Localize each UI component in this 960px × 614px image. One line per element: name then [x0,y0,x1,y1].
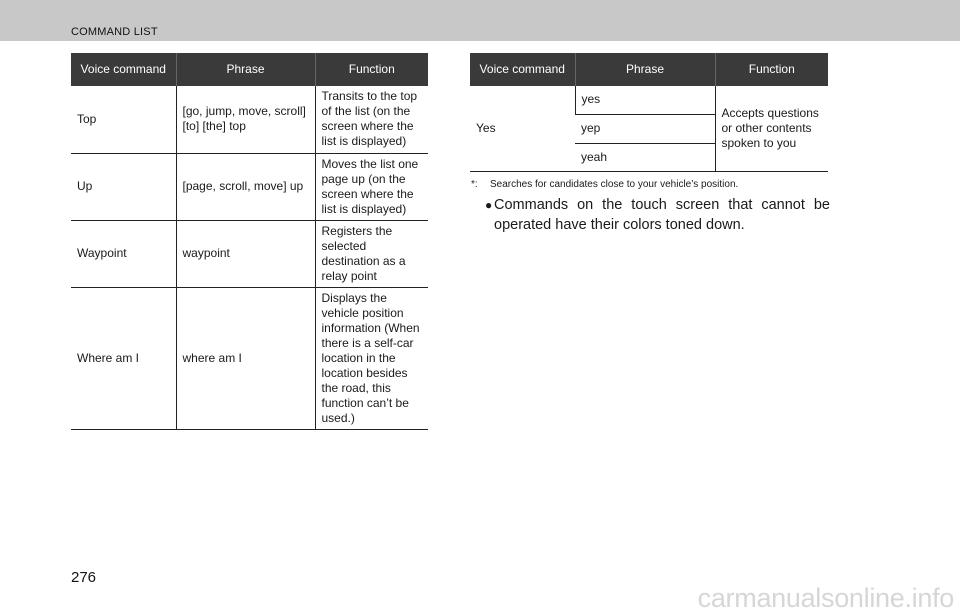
table-row [71,287,428,429]
phrase-cell: yes [575,86,715,114]
column-header-voice-command: Voice command [470,53,575,86]
table-row [71,153,428,220]
column-header-phrase: Phrase [176,53,315,86]
table-row [71,220,428,287]
column-header-phrase: Phrase [575,53,715,86]
table-row [71,86,428,153]
footnote [471,179,738,190]
table-header-row [470,53,828,86]
footnote-mark: *: [471,179,478,190]
bullet-icon: ● [485,198,493,212]
section-title: COMMAND LIST [71,26,158,38]
watermark: carmanualsonline.info [697,583,954,613]
function-cell: Registers the selected destination as a relay point [315,220,428,287]
function-cell: Moves the list one page up (on the screen where the list is displayed) [315,153,428,220]
command-cell: Up [71,153,176,220]
header-bar [0,0,960,41]
function-cell: Transits to the top of the list (on the screen where the list is displayed) [315,86,428,153]
command-cell: Yes [470,86,575,171]
footnote-text: Searches for candidates close to your vehicle’s position. [490,179,739,190]
command-cell: Where am I [71,287,176,429]
function-cell: Displays the vehicle position information (When there is a self-car location in the location besides the road, this function can’t be used.) [315,287,428,429]
phrase-cell: waypoint [176,220,315,287]
phrase-cell: [page, scroll, move] up [176,153,315,220]
phrase-cell: yeah [575,143,715,171]
command-cell: Waypoint [71,220,176,287]
voice-command-table-left [71,53,428,430]
column-header-function: Function [315,53,428,86]
phrase-cell: where am I [176,287,315,429]
column-header-function: Function [715,53,828,86]
table-row [470,86,828,114]
note-text: Commands on the touch screen that cannot be operated have their colors toned down. [494,197,830,233]
table-header-row [71,53,428,86]
command-cell: Top [71,86,176,153]
note-paragraph [485,195,830,235]
column-header-voice-command: Voice command [71,53,176,86]
page-number: 276 [71,569,97,586]
voice-command-table-right [470,53,828,172]
function-cell: Accepts questions or other contents spoken to you [715,86,828,171]
phrase-cell: [go, jump, move, scroll] [to] [the] top [176,86,315,153]
phrase-cell: yep [575,114,715,143]
